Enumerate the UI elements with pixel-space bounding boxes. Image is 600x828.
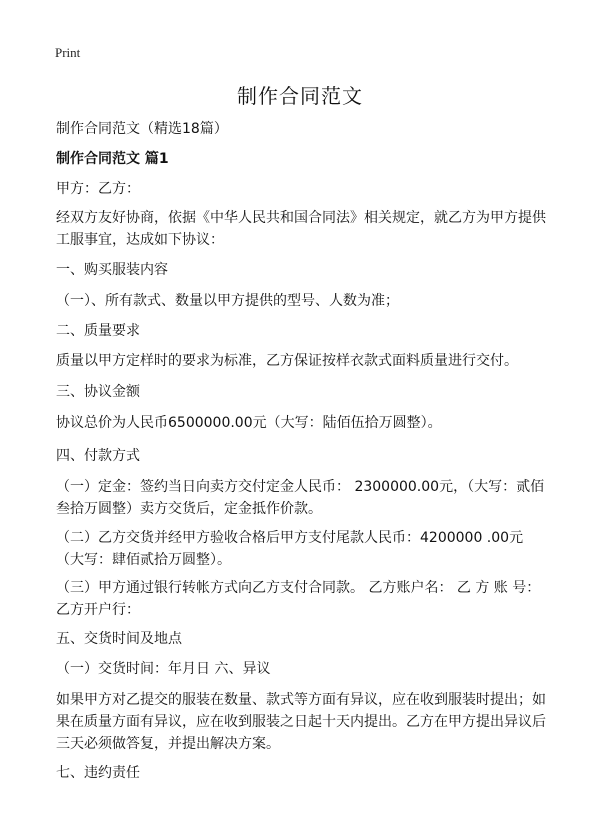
paragraph-payment-1: （一）定金：签约当日向卖方交付定金人民币： 2300000.00元，（大写：贰佰叁拾万圆整）卖方交货后，定金抵作价款。	[56, 479, 545, 517]
paragraph-objection: 如果甲方对乙提交的服装在数量、款式等方面有异议，应在收到服装时提出；如果在质量方面有异议，应在收到服装之日起十天内提出。乙方在甲方提出异议后三天必须做答复，并提出解决方案。	[56, 692, 546, 752]
heading-payment: 四、付款方式	[56, 448, 140, 464]
paragraph-payment-3: （三）甲方通过银行转帐方式向乙方支付合同款。 乙方账户名： 乙 方 账 号： 乙方开户行：	[56, 580, 541, 618]
document-title: 制作合同范文	[237, 84, 363, 108]
heading-amount: 三、协议金额	[56, 384, 140, 400]
document-subtitle: 制作合同范文（精选18篇）	[56, 121, 228, 137]
paragraph-amount: 协议总价为人民币6500000.00元（大写：陆佰伍拾万圆整）。	[56, 415, 442, 431]
print-link[interactable]: Print	[55, 45, 81, 60]
section-heading: 制作合同范文 篇1	[56, 151, 169, 167]
heading-quality: 二、质量要求	[56, 323, 140, 339]
paragraph-parties: 甲方：乙方：	[56, 181, 140, 197]
paragraph-quality: 质量以甲方定样时的要求为标准，乙方保证按样衣款式面料质量进行交付。	[56, 353, 518, 369]
heading-delivery: 五、交货时间及地点	[56, 631, 182, 647]
paragraph-purchase-1: （一）、所有款式、数量以甲方提供的型号、人数为准；	[56, 293, 399, 309]
paragraph-payment-2: （二）乙方交货并经甲方验收合格后甲方支付尾款人民币：4200000 .00元（大写：肆佰贰拾万圆整）。	[56, 530, 524, 568]
heading-purchase: 一、购买服装内容	[56, 262, 168, 278]
heading-liability: 七、违约责任	[56, 765, 140, 781]
paragraph-intro: 经双方友好协商，依据《中华人民共和国合同法》相关规定，就乙方为甲方提供工服事宜，达成如下协议：	[56, 210, 546, 248]
paragraph-delivery: （一）交货时间：年月日 六、异议	[56, 661, 271, 677]
